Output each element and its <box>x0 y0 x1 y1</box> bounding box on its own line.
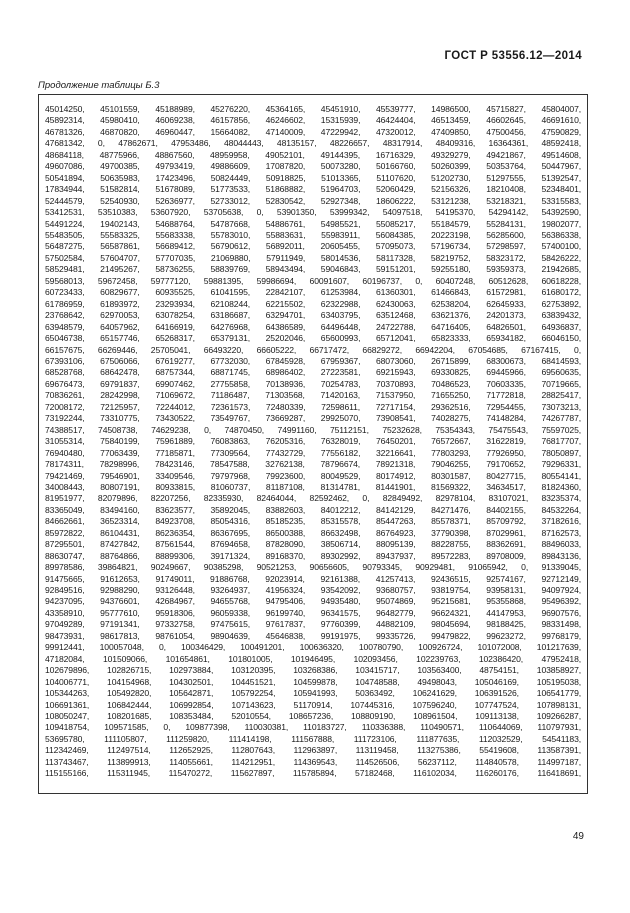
table-line: 53412531, 53510383, 53607920, 53705638, 0, 53901350, 53999342, 54097518, 54195370, 54294142, 54392590, <box>45 207 581 218</box>
table-line: 47681342, 0, 47862671, 47953486, 48044443, 48135157, 48226657, 48317914, 48409316, 16364361, 48592418, <box>45 138 581 149</box>
table-line: 59568013, 59672458, 59777120, 59881395, 59986694, 60091607, 60196737, 0, 60407248, 60512628, 60618228, <box>45 275 581 286</box>
table-line: 52444579, 52540930, 52636977, 52733012, 52830542, 52927348, 18606222, 53121238, 53218321, 53315583, <box>45 195 581 206</box>
page-number: 49 <box>572 831 584 842</box>
table-line: 34008443, 80807191, 80933815, 81060737, 81187108, 81314781, 81441901, 81569322, 34634517, 81824360, <box>45 481 581 492</box>
table-line: 88630747, 88764866, 88899306, 39171324, 89168370, 89302992, 89437937, 89572283, 89708009, 89843136, <box>45 550 581 561</box>
table-line: 57502584, 57604707, 57707035, 21069880, 57911949, 58014536, 58117328, 58219752, 58323172, 58426222, <box>45 252 581 263</box>
table-line: 55483505, 55583325, 55683338, 55783010, 55883631, 55983911, 56084385, 20223198, 56285600, 56386338, <box>45 229 581 240</box>
table-line: 79421469, 79546901, 33409546, 79797968, 79923600, 80049529, 80174912, 80301587, 80427715, 80554141, <box>45 470 581 481</box>
table-line: 67393106, 67506066, 67619277, 67732030, 67845928, 67959367, 68073060, 26715899, 68300673, 68414593, <box>45 355 581 366</box>
table-line: 87295501, 87427842, 87561544, 87694658, 87828090, 38506714, 88095139, 88228755, 88362691, 88496033, <box>45 539 581 550</box>
table-body <box>45 104 581 780</box>
table-line: 76940480, 77063439, 77185871, 77309564, 77432729, 77556182, 32216641, 77803293, 77926950, 78050897, <box>45 447 581 458</box>
table-line: 47182084, 101509066, 101654861, 101801005, 101946495, 102093456, 102239763, 102386420, 47952418, <box>45 653 581 664</box>
table-line: 45892314, 45980410, 46069238, 46157856, 46246602, 15315939, 46424404, 46513459, 46602645, 46691610, <box>45 115 581 126</box>
table-line: 73192244, 73310775, 73430522, 73549767, 73669287, 29925070, 73908541, 74028275, 74148284, 74267787, <box>45 413 581 424</box>
table-line: 94237095, 94376601, 42684967, 94655768, 94795406, 94935480, 95074869, 95215681, 95355868, 95496392, <box>45 596 581 607</box>
table-line: 83365049, 83494160, 83623577, 35892045, 83882603, 84012212, 84142129, 84271476, 84402155, 84532264, <box>45 504 581 515</box>
table-line: 61786959, 61893972, 23293934, 62108244, 62215502, 62322988, 62430063, 62538204, 62645933, 62753892, <box>45 298 581 309</box>
table-line: 97049289, 97191341, 97332758, 97475615, 97617837, 97760399, 44882109, 98045694, 98188425, 98331498, <box>45 619 581 630</box>
table-line: 106691361, 106842444, 106992854, 107143623, 51170914, 107445316, 107596240, 107747524, 107898131, <box>45 699 581 710</box>
table-line: 23768642, 62970053, 63078254, 63186687, 63294701, 63403795, 63512468, 63621376, 24201373, 63839432, <box>45 310 581 321</box>
table-line: 31055314, 75840199, 75961889, 76083863, 76205316, 76328019, 76450201, 76572667, 31622819, 76817707, <box>45 436 581 447</box>
table-line: 81951977, 82079896, 82207256, 82335930, 82464044, 82592462, 0, 82849492, 82978104, 83107021, 83235374, <box>45 493 581 504</box>
table-line: 45014250, 45101559, 45188989, 45276220, 45364165, 45451910, 45539777, 14986500, 45715827, 45804007, <box>45 104 581 114</box>
table-line: 113743467, 113899913, 114055661, 114212951, 114369543, 114526506, 56237112, 114840578, 114997187, <box>45 756 581 767</box>
table-line: 78174311, 78298996, 78423146, 78547588, 32762138, 78796674, 78921318, 79046255, 79170652, 79296331, <box>45 459 581 470</box>
table-line: 112342469, 112497514, 112652925, 112807643, 112963897, 113119458, 113275386, 55419608, 113587391, <box>45 745 581 756</box>
table-line: 105344263, 105492820, 105642871, 105792254, 105941993, 50363492, 106241629, 106391526, 106541779, <box>45 688 581 699</box>
table-line: 104006771, 104154968, 104302501, 104451521, 104599878, 104748588, 49498043, 105046169, 105195038, <box>45 676 581 687</box>
table-line: 50541894, 50635983, 17423496, 50824449, 50918825, 51013365, 51107620, 51202730, 51297555, 51392547, <box>45 172 581 183</box>
table-line: 91475665, 91612653, 91749011, 91886768, 92023914, 92161388, 41257413, 92436515, 92574167, 92712149, <box>45 573 581 584</box>
table-line: 92849516, 92988290, 93126448, 93264937, 41956324, 93542092, 93680757, 93819754, 93958131, 94097924, <box>45 585 581 596</box>
table-line: 43358910, 95777610, 95918306, 96059338, 96199740, 96341575, 96482779, 96624321, 44147953, 96907576, <box>45 607 581 618</box>
table-line: 102679896, 102826715, 102973884, 103120395, 103268386, 103415717, 103563400, 48754151, 103858927, <box>45 665 581 676</box>
table-frame <box>38 94 588 794</box>
table-line: 99912441, 100057048, 0, 100346429, 100491201, 100636320, 100780790, 100926724, 101072008, 101217639, <box>45 642 581 653</box>
table-line: 53695780, 111105807, 111259820, 111414198, 111567888, 111723106, 111877635, 112032529, 54541183, <box>45 733 581 744</box>
table-line: 46781326, 46870820, 46960447, 15664082, 47140009, 47229942, 47320012, 47409850, 47500456, 47590829, <box>45 126 581 137</box>
table-line: 108050247, 108201685, 108353484, 52010554, 108657236, 108809190, 108961504, 109113138, 109266287, <box>45 711 581 722</box>
table-line: 74388517, 74508738, 74629238, 0, 74870450, 74991160, 75112151, 75232628, 75354343, 75475543, 75597025, <box>45 424 581 435</box>
table-caption: Продолжение таблицы Б.3 <box>38 80 160 91</box>
table-line: 54491224, 19402143, 54688764, 54787668, 54886761, 54985521, 55085217, 55184579, 55284131, 19802077, <box>45 218 581 229</box>
table-line: 70836261, 28242998, 71069672, 71186487, 71303568, 71420163, 71537950, 71655250, 71772818, 28825417, <box>45 390 581 401</box>
table-line: 65046738, 65157746, 65268317, 65379131, 25202046, 65600993, 65712041, 65823333, 65934182, 66046150, <box>45 333 581 344</box>
table-line: 68528768, 68642478, 68757344, 68871745, 68986402, 27223581, 69215943, 69330825, 69445966, 69560635, <box>45 367 581 378</box>
table-line: 98473931, 98617813, 98761054, 98904639, 45646838, 99191975, 99335726, 99479822, 99623272, 99768179, <box>45 630 581 641</box>
standard-header: ГОСТ Р 53556.12—2014 <box>444 50 582 62</box>
table-line: 69676473, 69791837, 69907462, 27755858, 70138936, 70254783, 70370893, 70486523, 70603335, 70719665, <box>45 378 581 389</box>
table-line: 56487275, 56587861, 56689412, 56790612, 56892011, 20605455, 57095073, 57196734, 57298597, 57400100, <box>45 241 581 252</box>
table-line: 89978586, 39864821, 90249667, 90385298, 90521253, 90656605, 90793345, 90929481, 91065942, 0, 91339045, <box>45 562 581 573</box>
table-line: 49607086, 49700385, 49793419, 49886609, 17087820, 50073280, 50166760, 50260399, 50353764, 50447967, <box>45 161 581 172</box>
table-line: 84662661, 36523314, 84923708, 85054316, 85185235, 85315578, 85447263, 85578371, 85709792, 37182616, <box>45 516 581 527</box>
table-line: 63948579, 64057962, 64166919, 64276968, 64386589, 64496448, 24722788, 64716405, 64826501, 64936837, <box>45 321 581 332</box>
table-line: 72008172, 72125957, 72244012, 72361573, 72480339, 72598611, 72717154, 29362516, 72954455, 73073213, <box>45 401 581 412</box>
table-line: 109418754, 109571585, 0, 109877398, 110030381, 110183727, 110336388, 110490571, 110644069, 110797931, <box>45 722 581 733</box>
table-line: 48684118, 48775966, 48867560, 48959958, 49052101, 49144395, 16716329, 49329279, 49421867, 49514608, <box>45 149 581 160</box>
table-line: 17834944, 51582814, 51678089, 51773533, 51868882, 51964703, 52060429, 52156326, 18210408, 52348401, <box>45 184 581 195</box>
table-line: 60723433, 60829677, 60935525, 61041595, 22842107, 61253984, 61360301, 61466843, 61572981, 61680172, <box>45 287 581 298</box>
table-line: 85972822, 86104431, 86236354, 86367695, 86500388, 86632498, 86764923, 37790398, 87029961, 87162573, <box>45 527 581 538</box>
table-line: 115155166, 115311945, 115470272, 115627897, 115785894, 57182468, 116102034, 116260176, 116418691, <box>45 768 581 779</box>
table-line: 58529481, 21495267, 58736255, 58839769, 58943494, 59046843, 59151201, 59255180, 59359373, 21942685, <box>45 264 581 275</box>
table-line: 66157675, 66269446, 25705041, 66493220, 66605222, 66717472, 66829272, 66942204, 67054685, 67167415, 0, <box>45 344 581 355</box>
